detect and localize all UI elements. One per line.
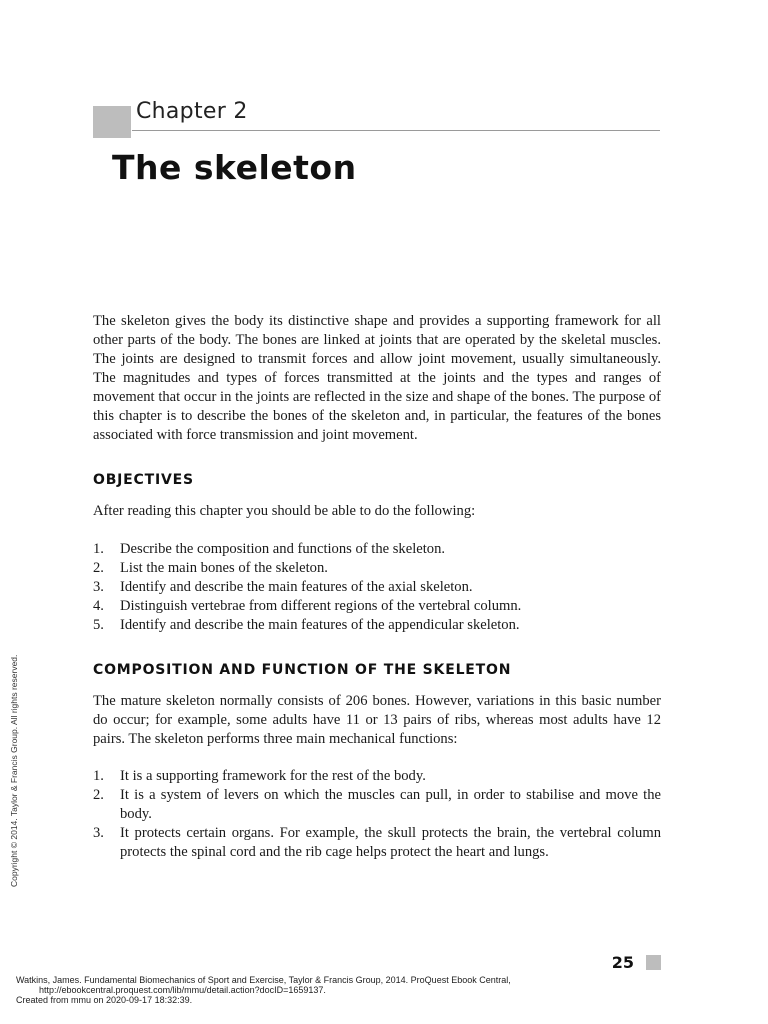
list-number: 4. [93,598,104,614]
objectives-list [93,540,661,635]
composition-paragraph: The mature skeleton normally consists of 206 bones. However, variations in this basic number do occur; for example, some adults have 11 or 13 pairs of ribs, whereas most adults have 12 pairs. The skeleton performs three main mechanical functions: [93,693,661,747]
intro-paragraph: The skeleton gives the body its distinctive shape and provides a supporting framework for all other parts of the body. The bones are linked at joints that are operated by the skeletal muscles. The joints are designed to transmit forces and allow joint movement, usually simultaneously. The magnitudes and types of forces transmitted at the joints and the types and ranges of movement that occur in the joints are reflected in the size and shape of the bones. The purpose of this chapter is to describe the bones of the skeleton and, in particular, the features of the bones associated with force transmission and joint movement. [93,313,661,443]
list-number: 3. [93,579,104,595]
list-number: 1. [93,768,104,784]
footer-citation: Watkins, James. Fundamental Biomechanics of Sport and Exercise, Taylor & Francis Group, 2014. ProQuest Ebook Central, [16,975,511,985]
list-number: 2. [93,787,104,803]
chapter-label: Chapter 2 [136,99,248,124]
list-text: It is a system of levers on which the muscles can pull, in order to stabilise and move the body. [120,787,661,822]
list-item [93,597,661,616]
chapter-rule [132,130,660,131]
list-item [93,616,661,635]
list-number: 2. [93,560,104,576]
list-item [93,578,661,597]
list-text: Identify and describe the main features of the axial skeleton. [120,579,473,595]
list-number: 3. [93,825,104,841]
list-number: 5. [93,617,104,633]
list-number: 1. [93,541,104,557]
composition-heading: COMPOSITION AND FUNCTION OF THE SKELETON [93,662,512,678]
list-text: It protects certain organs. For example, the skull protects the brain, the vertebral column protects the spinal cord and the rib cage helps protect the heart and lungs. [120,825,661,860]
chapter-corner-block-left [93,106,111,138]
chapter-corner-block-tab [111,106,131,124]
page-number-block [646,955,661,970]
side-copyright: Copyright © 2014. Taylor & Francis Group. All rights reserved. [9,654,19,887]
page-number: 25 [611,953,634,972]
functions-list [93,767,661,862]
list-text: List the main bones of the skeleton. [120,560,328,576]
list-item [93,786,661,824]
footer-url: http://ebookcentral.proquest.com/lib/mmu/detail.action?docID=1659137. [39,985,326,995]
list-item [93,767,661,786]
list-item [93,559,661,578]
list-item [93,824,661,862]
list-item [93,540,661,559]
list-text: Identify and describe the main features of the appendicular skeleton. [120,617,520,633]
objectives-heading: OBJECTIVES [93,472,194,488]
list-text: Describe the composition and functions of the skeleton. [120,541,446,557]
list-text: It is a supporting framework for the rest of the body. [120,768,426,784]
list-text: Distinguish vertebrae from different regions of the vertebral column. [120,598,522,614]
chapter-title: The skeleton [112,148,357,187]
objectives-lead: After reading this chapter you should be able to do the following: [93,503,476,519]
footer-created: Created from mmu on 2020-09-17 18:32:39. [16,995,193,1005]
